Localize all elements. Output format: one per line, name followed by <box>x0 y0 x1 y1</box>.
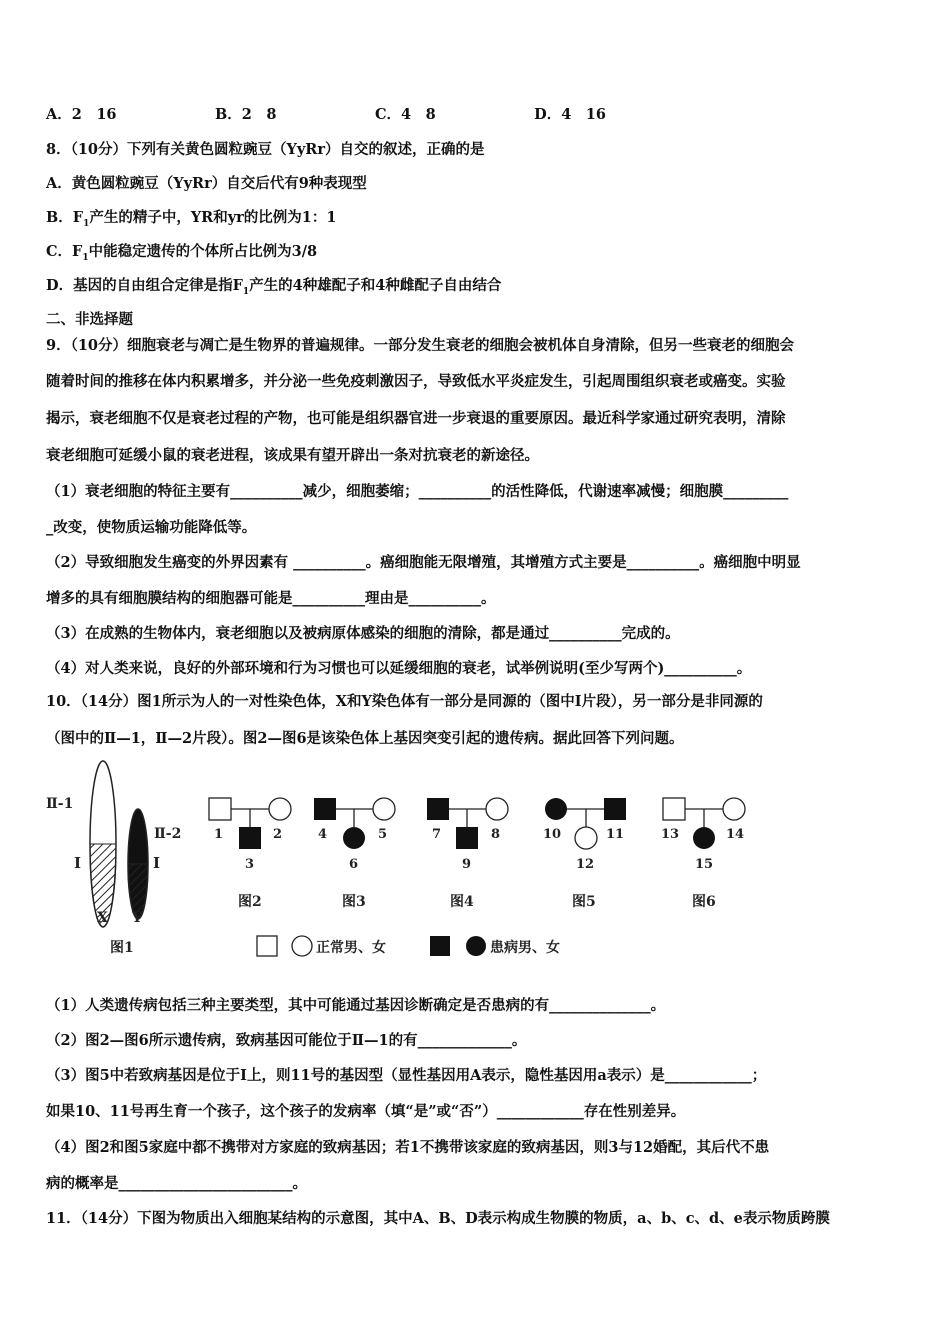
q8-b-pre: B．F <box>46 209 84 226</box>
q10-part2: （2）图2—图6所示遗传病，致病基因可能位于Ⅱ—1的有_____________。 <box>46 1032 527 1049</box>
pedigree-4 <box>427 798 508 910</box>
id-14: 14 <box>726 827 745 842</box>
q7-option-d[interactable]: D．4 16 <box>534 106 606 123</box>
q9-line-4: 衰老细胞可延缓小鼠的衰老进程，该成果有望开辟出一条对抗衰老的新途径。 <box>46 447 539 464</box>
pedigree-figure <box>46 756 916 971</box>
q7-option-c[interactable]: C．4 8 <box>374 106 436 123</box>
label-i-left: Ⅰ <box>74 854 82 872</box>
individual-11-affected-male <box>604 798 626 820</box>
q7-option-a[interactable]: A．2 16 <box>46 106 117 123</box>
individual-8-normal-female <box>486 798 508 820</box>
id-10: 10 <box>543 827 562 842</box>
q8-option-c[interactable] <box>46 240 317 263</box>
id-2: 2 <box>273 827 283 842</box>
label-fig1: 图1 <box>110 940 134 956</box>
individual-2-normal-female <box>269 798 291 820</box>
id-6: 6 <box>349 857 359 872</box>
id-8: 8 <box>491 827 501 842</box>
individual-13-normal-male <box>663 798 685 820</box>
individual-6-affected-female <box>343 827 365 849</box>
q9-part1-line2: _改变，使物质运输功能降低等。 <box>46 519 257 536</box>
chromosome-pair <box>46 761 181 956</box>
q8-d-pre: D．基因的自由组合定律是指F <box>46 277 243 294</box>
id-3: 3 <box>245 857 255 872</box>
q8-option-a[interactable]: A．黄色圆粒豌豆（YyRr）自交后代有9种表现型 <box>46 175 367 192</box>
id-7: 7 <box>432 827 442 842</box>
legend-affected-female-icon <box>466 936 486 956</box>
q11-line-1: 11．（14分）下图为物质出入细胞某结构的示意图，其中A、B、D表示构成生物膜的物质，a、b、c、d、e表示物质跨膜 <box>46 1210 830 1227</box>
q10-part3-line1: （3）图5中若致病基因是位于Ⅰ上，则11号的基因型（显性基因用A表示，隐性基因用a表示）是____________； <box>46 1067 767 1084</box>
q10-part3-line2: 如果10、11号再生育一个孩子，这个孩子的发病率（填“是”或“否”）____________存在性别差异。 <box>46 1103 686 1120</box>
q9-part1-line1: （1）衰老细胞的特征主要有__________减少，细胞萎缩；__________的活性降低，代谢速率减慢；细胞膜_________ <box>46 483 789 500</box>
individual-12-normal-female <box>575 827 597 849</box>
q9-line-2: 随着时间的推移在体内积累增多，并分泌一些免疫刺激因子，导致低水平炎症发生，引起周围组织衰老或癌变。实验 <box>46 373 786 390</box>
individual-1-normal-male <box>209 798 231 820</box>
legend-affected-label: 患病男、女 <box>490 940 560 956</box>
fig3-label: 图3 <box>342 894 366 910</box>
q9-part2-line2: 增多的具有细胞膜结构的细胞器可能是__________理由是__________。 <box>46 590 496 607</box>
fig5-label: 图5 <box>572 894 596 910</box>
q10-part4-line1: （4）图2和图5家庭中都不携带对方家庭的致病基因；若1不携带该家庭的致病基因，则3与12婚配，其后代不患 <box>46 1139 770 1156</box>
label-ii1: Ⅱ-1 <box>46 796 74 812</box>
id-5: 5 <box>378 827 388 842</box>
subscript: 1 <box>83 218 90 229</box>
label-ii2: Ⅱ-2 <box>154 826 182 842</box>
pedigree-5 <box>543 798 626 910</box>
id-1: 1 <box>214 827 224 842</box>
individual-7-affected-male <box>427 798 449 820</box>
fig2-label: 图2 <box>238 894 262 910</box>
id-9: 9 <box>462 857 472 872</box>
subscript: 1 <box>242 286 250 297</box>
legend <box>257 936 560 956</box>
q8-stem: 8．（10分）下列有关黄色圆粒豌豆（YyRr）自交的叙述，正确的是 <box>46 141 485 158</box>
q10-line-1: 10．（14分）图1所示为人的一对性染色体，X和Y染色体有一部分是同源的（图中Ⅰ片段），另一部分是非同源的 <box>46 693 763 710</box>
individual-4-affected-male <box>314 798 336 820</box>
label-x: X <box>97 910 108 926</box>
q7-options <box>46 103 606 124</box>
q7-option-b[interactable]: B．2 8 <box>215 106 277 123</box>
id-11: 11 <box>606 827 625 842</box>
q8-c-pre: C．F <box>46 243 83 260</box>
q9-part3: （3）在成熟的生物体内，衰老细胞以及被病原体感染的细胞的清除，都是通过__________完成的。 <box>46 625 680 642</box>
legend-normal-female-icon <box>292 936 312 956</box>
fig4-label: 图4 <box>450 894 474 910</box>
q9-line-1: 9．（10分）细胞衰老与凋亡是生物界的普遍规律。一部分发生衰老的细胞会被机体自身清除，但另一些衰老的细胞会 <box>46 337 795 354</box>
section-heading: 二、非选择题 <box>46 311 133 328</box>
q9-part2-line1: （2）导致细胞发生癌变的外界因素有 __________。癌细胞能无限增殖，其增殖方式主要是__________。癌细胞中明显 <box>46 554 801 571</box>
q10-part1: （1）人类遗传病包括三种主要类型，其中可能通过基因诊断确定是否患病的有______________。 <box>46 997 666 1014</box>
individual-10-affected-female <box>545 798 567 820</box>
q10-line-2: （图中的Ⅱ—1，Ⅱ—2片段）。图2—图6是该染色体上基因突变引起的遗传病。据此回答下列问题。 <box>46 730 684 747</box>
q9-line-3: 揭示，衰老细胞不仅是衰老过程的产物，也可能是组织器官进一步衰退的重要原因。最近科学家通过研究表明，清除 <box>46 410 786 427</box>
legend-normal-male-icon <box>257 936 277 956</box>
individual-14-normal-female <box>723 798 745 820</box>
id-15: 15 <box>695 857 714 872</box>
q10-part4-line2: 病的概率是________________________。 <box>46 1175 307 1192</box>
id-13: 13 <box>661 827 680 842</box>
id-4: 4 <box>318 827 328 842</box>
id-12: 12 <box>576 857 595 872</box>
q8-b-post: 产生的精子中，YR和yr的比例为1：1 <box>89 209 337 226</box>
q8-d-post: 产生的4种雄配子和4种雌配子自由结合 <box>249 277 502 294</box>
fig6-label: 图6 <box>692 894 716 910</box>
individual-3-affected-male <box>239 827 261 849</box>
legend-affected-male-icon <box>430 936 450 956</box>
figure-svg <box>46 756 916 971</box>
individual-15-affected-female <box>693 827 715 849</box>
subscript: 1 <box>82 252 89 263</box>
pedigree-3 <box>314 798 395 910</box>
pedigree-6 <box>661 798 745 910</box>
individual-5-normal-female <box>373 798 395 820</box>
legend-normal-label: 正常男、女 <box>316 940 386 956</box>
pedigree-2 <box>209 798 291 910</box>
individual-9-affected-male <box>456 827 478 849</box>
q8-option-d[interactable] <box>46 274 501 297</box>
q8-c-post: 中能稳定遗传的个体所占比例为3/8 <box>88 243 318 260</box>
q9-part4: （4）对人类来说，良好的外部环境和行为习惯也可以延缓细胞的衰老，试举例说明(至少写两个)__________。 <box>46 660 752 677</box>
q8-option-b[interactable] <box>46 206 336 229</box>
label-y: Y <box>132 910 142 926</box>
label-i-right: Ⅰ <box>153 854 161 872</box>
